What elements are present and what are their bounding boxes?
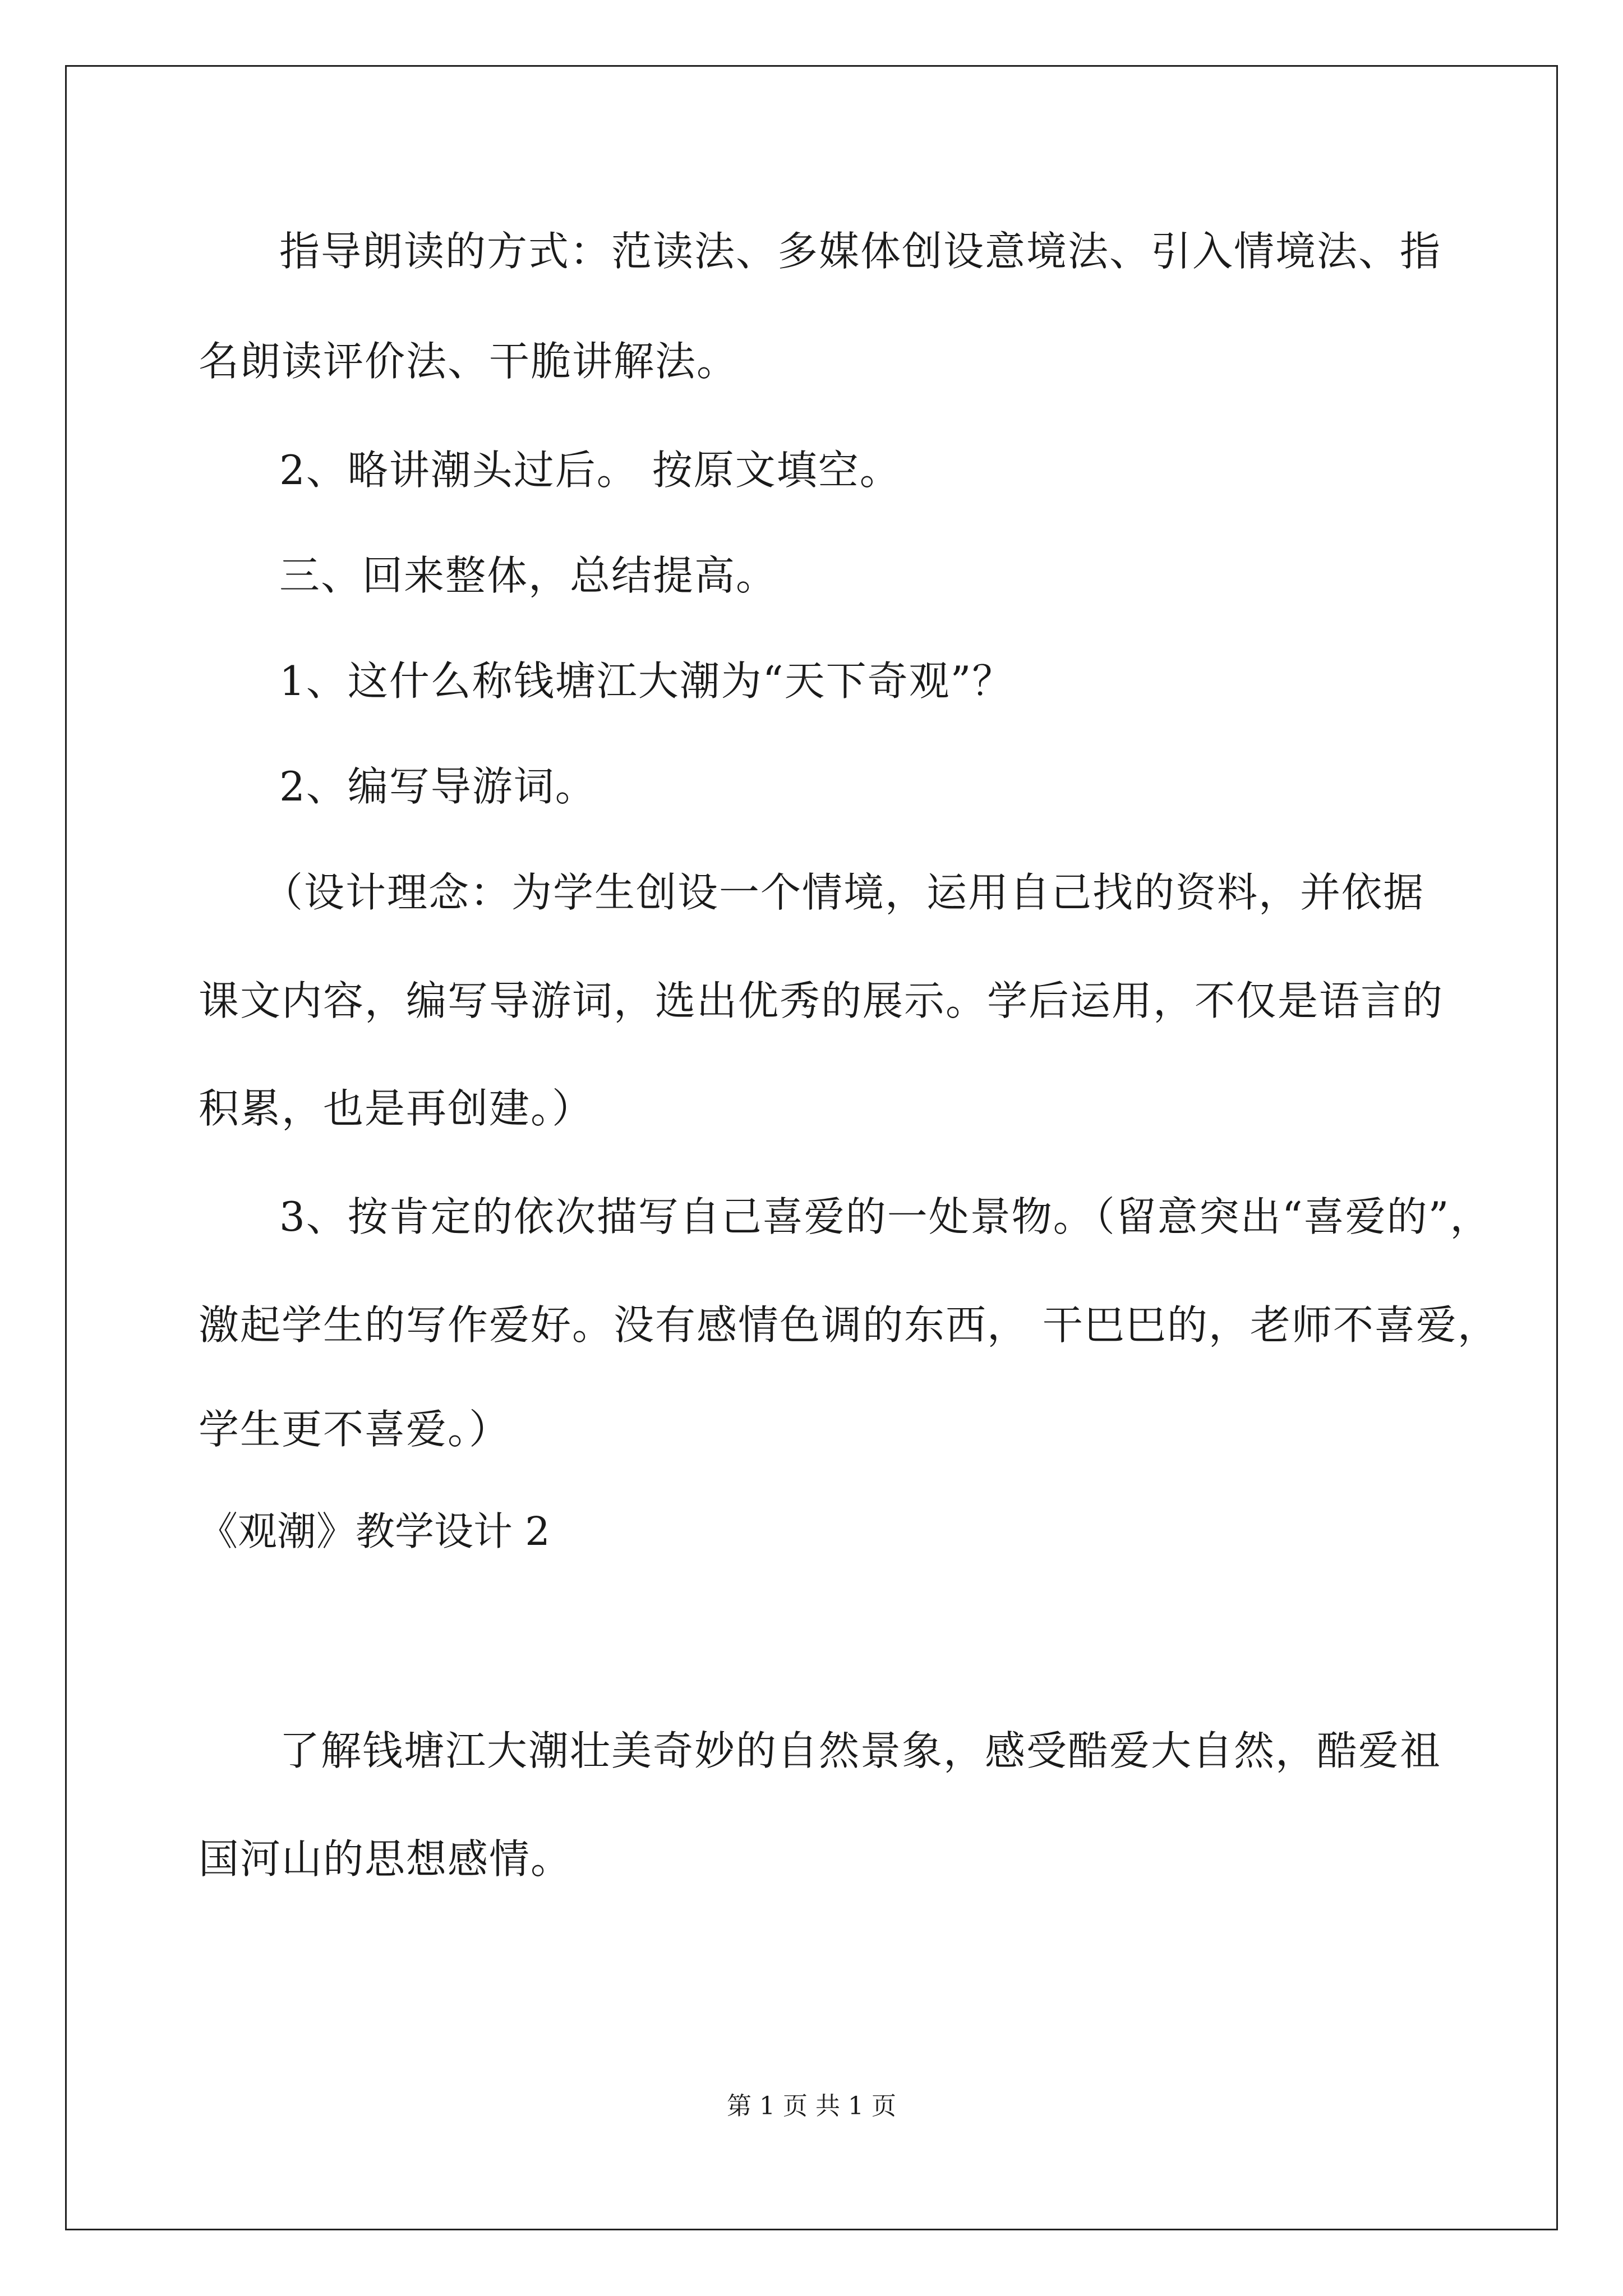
paragraph-line-5: 1、这什么称钱塘江大潮为“天下奇观”？: [279, 657, 1014, 705]
section-title: 《观潮》教学设计 2: [199, 1508, 550, 1554]
section-paragraph-line-2: 国河山的思想感情。: [199, 1835, 573, 1883]
paragraph-line-4: 三、回来整体，总结提高。: [279, 552, 778, 599]
paragraph-line-6: 2、编写导游词。: [279, 763, 597, 810]
page-number-footer: 第 1 页 共 1 页: [727, 2092, 896, 2120]
paragraph-line-10: 3、按肯定的依次描写自己喜爱的一处景物。（留意突出“喜爱的”，: [279, 1193, 1492, 1240]
paragraph-line-2: 名朗读评价法、干脆讲解法。: [199, 338, 739, 385]
paragraph-line-1: 指导朗读的方式：范读法、多媒体创设意境法、引入情境法、指: [279, 228, 1442, 275]
paragraph-line-7: （设计理念：为学生创设一个情境，运用自己找的资料，并依据: [262, 869, 1425, 916]
section-paragraph-line-1: 了解钱塘江大潮壮美奇妙的自然景象，感受酷爱大自然，酷爱祖: [279, 1727, 1442, 1774]
paragraph-line-9: 积累，也是再创建。）: [199, 1085, 594, 1132]
page-border: [65, 65, 1558, 2230]
paragraph-line-12: 学生更不喜爱。）: [199, 1406, 511, 1453]
paragraph-line-11: 激起学生的写作爱好。没有感情色调的东西， 干巴巴的，老师不喜爱，: [199, 1301, 1499, 1349]
paragraph-line-8: 课文内容，编写导游词，选出优秀的展示。学后运用，不仅是语言的: [199, 977, 1444, 1024]
paragraph-line-3: 2、略讲潮头过后。 按原文填空。: [279, 447, 901, 494]
